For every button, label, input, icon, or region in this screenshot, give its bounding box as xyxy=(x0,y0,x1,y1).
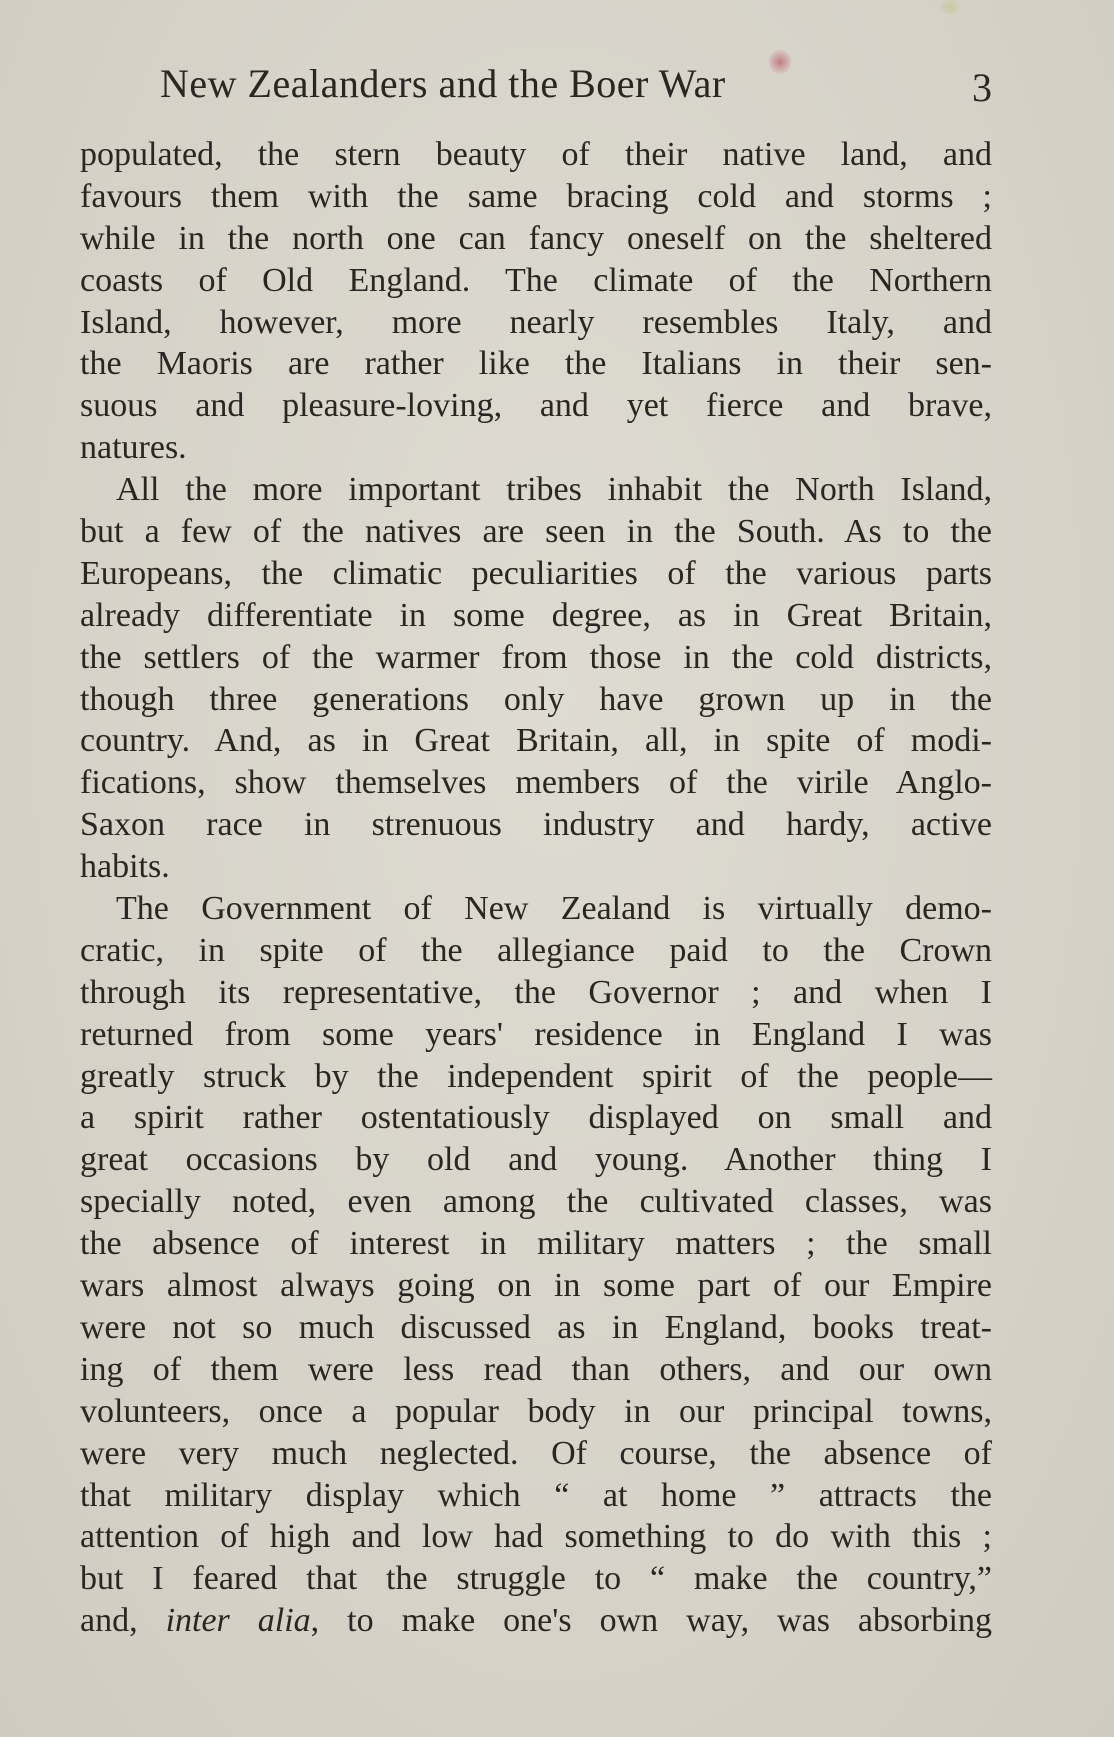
text-line: Island, however, more nearly resembles Italy, and xyxy=(80,303,992,341)
text-line: habits. xyxy=(80,848,170,886)
paragraph-start-line: All the more important tribes inhabit the North Island, xyxy=(116,471,992,509)
running-head: New Zealanders and the Boer War xyxy=(160,61,726,106)
page-number: 3 xyxy=(972,65,992,110)
paragraph-start-line: The Government of New Zealand is virtually demo- xyxy=(116,890,992,928)
text-line: specially noted, even among the cultivated classes, was xyxy=(80,1183,992,1221)
text-line: ing of them were less read than others, and our own xyxy=(80,1350,992,1388)
text-line: but I feared that the struggle to “ make the country,” xyxy=(80,1560,992,1598)
text-line: great occasions by old and young. Another thing I xyxy=(80,1141,992,1179)
page-header xyxy=(80,60,992,112)
text-line: the Maoris are rather like the Italians in their sen- xyxy=(80,345,992,383)
italic-phrase: inter alia xyxy=(165,1602,311,1640)
text-line: suous and pleasure-loving, and yet fierce and brave, xyxy=(80,387,992,425)
text-line: Saxon race in strenuous industry and hardy, active xyxy=(80,806,992,844)
text-line: populated, the stern beauty of their native land, and xyxy=(80,136,992,173)
text-line: through its representative, the Governor ; and when I xyxy=(80,973,992,1011)
text-line: while in the north one can fancy oneself on the sheltered xyxy=(80,219,992,257)
text-line: country. And, as in Great Britain, all, in spite of modi- xyxy=(80,722,992,760)
text-line: greatly struck by the independent spirit of the people— xyxy=(80,1057,992,1095)
text-line: but a few of the natives are seen in the South. As to the xyxy=(80,513,992,551)
text-line: natures. xyxy=(80,429,187,467)
text-fragment: and, xyxy=(80,1602,166,1640)
text-line: volunteers, once a popular body in our principal towns, xyxy=(80,1392,992,1430)
text-line: returned from some years' residence in England I was xyxy=(80,1015,992,1053)
body-text xyxy=(80,134,992,1642)
text-fragment: , to make one's own way, was absorbing xyxy=(310,1602,993,1640)
text-line: already differentiate in some degree, as in Great Britain, xyxy=(80,596,992,634)
text-line: fications, show themselves members of the virile Anglo- xyxy=(80,764,992,802)
text-line: Europeans, the climatic peculiarities of the various parts xyxy=(80,554,992,592)
text-line: the absence of interest in military matters ; the small xyxy=(80,1225,992,1263)
text-line: attention of high and low had something to do with this ; xyxy=(80,1518,992,1556)
text-line: were not so much discussed as in England, books treat- xyxy=(80,1308,992,1346)
text-line: that military display which “ at home ” attracts the xyxy=(80,1476,992,1514)
text-line-last xyxy=(80,1600,992,1642)
text-line: a spirit rather ostentatiously displayed on small and xyxy=(80,1099,992,1137)
text-line: cratic, in spite of the allegiance paid to the Crown xyxy=(80,931,992,969)
text-line: favours them with the same bracing cold and storms ; xyxy=(80,177,992,215)
text-line: coasts of Old England. The climate of the Northern xyxy=(80,261,992,299)
paper-stain xyxy=(940,0,960,14)
text-line: though three generations only have grown up in the xyxy=(80,680,992,718)
text-line: were very much neglected. Of course, the absence of xyxy=(80,1434,992,1472)
text-line: wars almost always going on in some part of our Empire xyxy=(80,1267,992,1305)
text-line: the settlers of the warmer from those in the cold districts, xyxy=(80,638,992,676)
